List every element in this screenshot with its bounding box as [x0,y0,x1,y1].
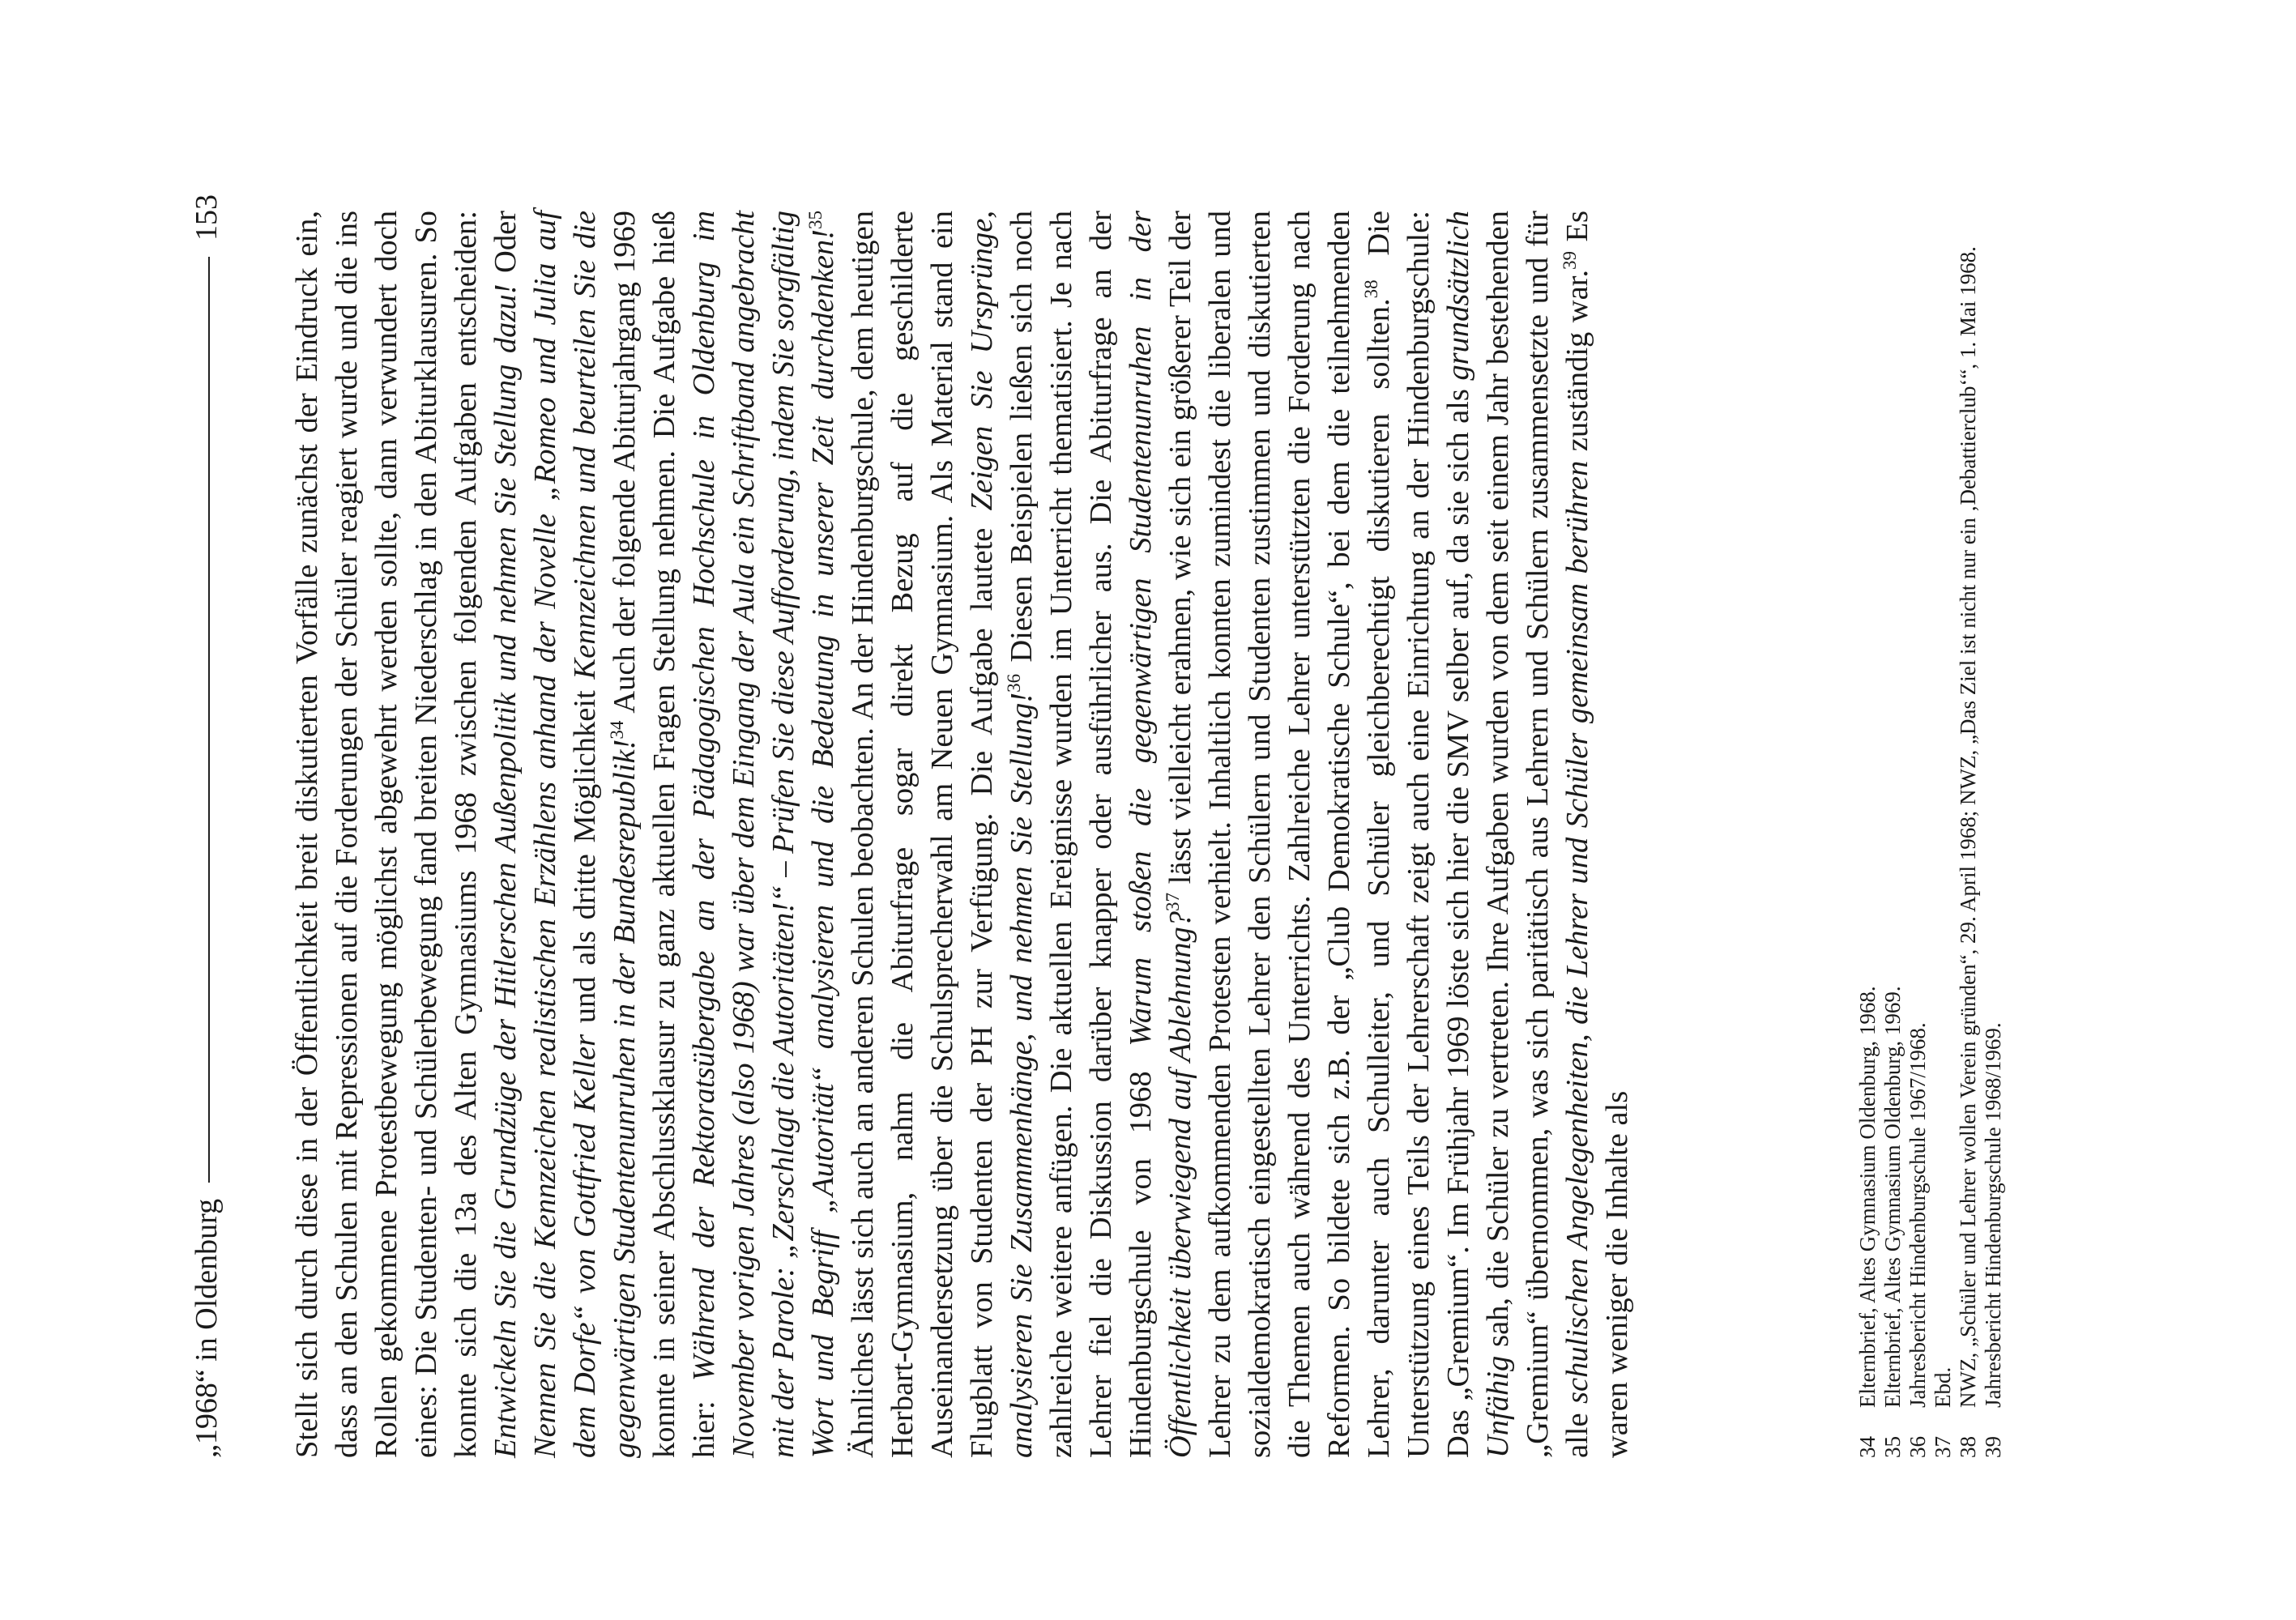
exam-question-italic: Zeigen Sie Ursprünge, analysieren Sie Zusammenhänge, und nehmen Sie Stellung! [965,211,1039,1458]
footnote [1880,211,1906,1458]
footnote-number: 34 [1855,1436,1880,1458]
footnote-number: 36 [1906,1436,1930,1458]
footnote-ref: 34 [607,720,628,740]
footnote-text: Ebd. [1931,1366,1955,1408]
exam-question-italic: Warum stoßen die gegenwärtigen Studentenunruhen in der Öffentlichkeit überwiegend auf Ablehnung? [1124,211,1197,1458]
quoted-phrase-italic: schulischen Angelegenheiten, die Lehrer und Schüler gemeinsam berühren [1560,460,1594,1404]
footnote-ref: 35 [805,211,826,229]
body-text-segment: und als dritte Möglichkeit [568,679,602,1034]
body-text-segment: Diesen Beispielen ließen sich noch zahlreiche weitere anfügen. Die aktuellen Ereignisse wurden im Unterricht thematisiert. Je nach Lehrer fiel die Diskussion darüber knapper oder ausführlicher aus. Die Abiturfrage an der Hindenburgschule von 1968 [1005,211,1158,1458]
footnote-ref: 38 [1361,279,1382,299]
footnote-number: 35 [1880,1436,1905,1458]
footnote [1956,211,1981,1458]
body-text-segment: zuständig war. [1560,269,1594,461]
running-head-title: „1968“ in Oldenburg [190,1198,224,1458]
footnote-number: 38 [1956,1436,1980,1458]
footnote-ref: 39 [1560,250,1581,270]
body-text-segment: lässt vielleicht erahnen, wie sich ein größerer Teil der Lehrer zu dem aufkommenden Protesten verhielt. Inhaltlich konnten zumindest die liberalen und sozialdemokratisch eingestellten Lehrer den Schülern und Studenten zustimmen und diskutierten die Themen auch während des Unterrichts. Zahlreiche Lehrer unterstützten die Forderung nach Reformen. So bildete sich z.B. der „Club Demokratische Schule“, bei dem die teilnehmenden Lehrer, darunter auch Schulleiter, und Schüler gleichberechtigt diskutieren sollten. [1163,211,1396,1458]
body-text-segment: Die Unterstützung eines Teils der Lehrerschaft zeigt auch eine Einrichtung an der Hindenburgschule: Das „Gremium“. Im Frühjahr 1969 löste sich hier die SMV selber auf, da sie sich als [1362,211,1475,1458]
exam-question-italic: Während der Rektoratsübergabe an der Pädagogischen Hochschule in Oldenburg im November vorigen Jahres (also 1968) war über dem Eingang der Aula ein Schriftband angebracht mit der Parole: „Zerschlagt die Autoritäten!“ – Prüfen Sie diese Aufforderung, indem Sie sorgfältig Wort und Begriff „Autorität“ analysieren und die Bedeutung in unserer Zeit durchdenken! [687,211,840,1458]
body-text-segment: Stellt sich durch diese in der Öffentlichkeit breit diskutierten Vorfälle zunächst der Eindruck ein, dass an den Schulen mit Repressionen auf die Forderungen der Schüler reagiert wurde und die ins Rollen gekommene Protestbewegung möglichst abgewehrt werden sollte, dann verwundert doch eines: Die Studenten- und Schülerbewegung fand breiten Niederschlag in den Abiturklausuren. So konnte sich die 13a des Alten Gymnasiums 1968 zwischen folgenden Aufgaben entscheiden: [290,211,483,1458]
footnote-number: 37 [1931,1436,1955,1458]
footnote-ref: 37 [1163,893,1184,912]
running-head [186,194,227,1458]
body-text-segment: Oder [489,210,523,284]
footnote [1981,211,2006,1458]
footnote-ref: 36 [1004,673,1025,693]
body-text-segment: Auch der folgende Abiturjahrgang 1969 konnte in seiner Abschlussklausur zu ganz aktuellen Fragen Stellung nehmen. Die Aufgabe hieß hier: [608,211,721,1458]
running-head-rule [208,257,210,1183]
exam-question-italic: Entwickeln Sie die Grundzüge der Hitlerschen Außenpolitik und nehmen Sie Stellung dazu! [489,284,523,1458]
footnote-number: 39 [1981,1436,2005,1458]
body-text-segment: Es waren weniger die Inhalte als [1560,210,1634,1458]
footnote-text: NWZ, „Schüler und Lehrer wollen Verein gründen“, 29. April 1968; NWZ, „Das Ziel ist nicht nur ein ‚Debattierclub‘“, 1. Mai 1968. [1956,246,1980,1408]
footnote-text: Elternbrief, Altes Gymnasium Oldenburg, 1968. [1855,986,1880,1408]
exam-question-italic: Nennen Sie die Kennzeichen realistischen Erzählens anhand der Novelle „Romeo und Julia auf dem Dorfe“ von Gottfried Keller [528,211,602,1458]
exam-question-italic: Kennzeichnen und beurteilen Sie die gegenwärtigen Studentenunruhen in der Bundesrepublik! [568,211,642,1458]
footnote [1931,211,1956,1458]
body-text [288,211,1637,1458]
footnote-text: Elternbrief, Altes Gymnasium Oldenburg, 1969. [1880,986,1905,1408]
body-paragraph [288,211,1637,1458]
body-text-segment: Ähnliches lässt sich auch an anderen Schulen beobachten. An der Hindenburgschule, dem heutigen Herbart-Gymnasium, nahm die Abiturfrage sogar direkt Bezug auf die geschilderte Auseinandersetzung über die Schulsprecherwahl am Neuen Gymnasium. Als Material stand ein Flugblatt von Studenten der PH zur Verfügung. Die Aufgabe lautete [846,211,999,1458]
body-text-segment: sah, die Schüler zu vertreten. Ihre Aufgaben wurden von dem seit einem Jahr bestehenden „Gremium“ übernommen, was sich paritätisch aus Lehrern und Schülern zusammensetzte und für alle [1481,211,1594,1458]
quoted-phrase-italic: grundsätzlich Unfähig [1441,211,1515,1458]
page-number: 153 [190,194,224,241]
footnote-text: Jahresbericht Hindenburgschule 1968/1969. [1981,1022,2005,1408]
footnote [1855,211,1880,1458]
footnote [1906,211,1931,1458]
footnotes [1855,211,2006,1458]
footnote-text: Jahresbericht Hindenburgschule 1967/1968. [1906,1022,1930,1408]
